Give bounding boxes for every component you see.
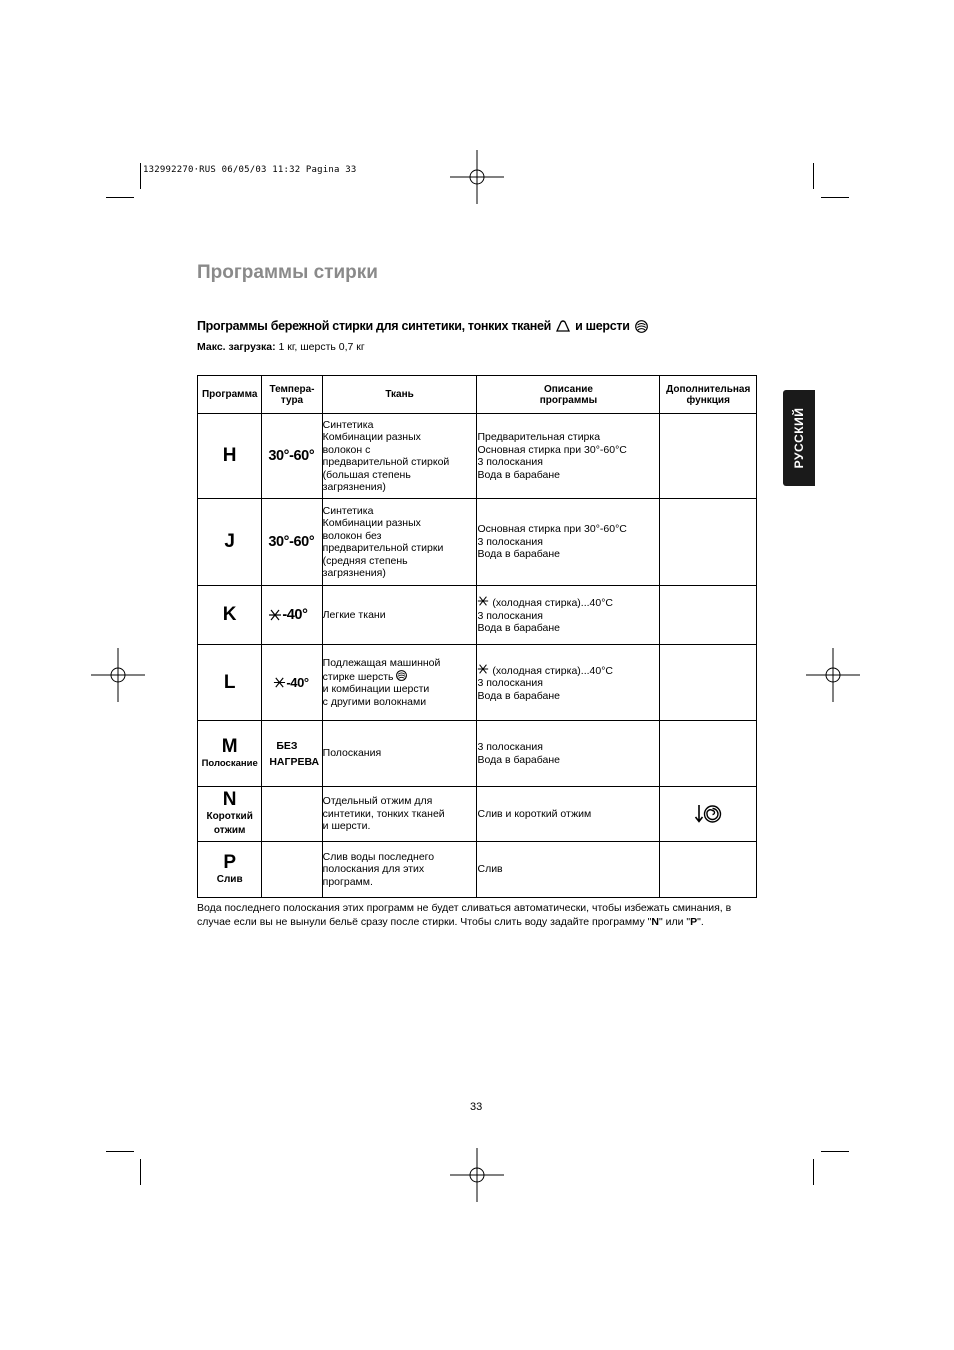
description-line: Слив: [477, 863, 503, 876]
table-header-row: [198, 376, 757, 414]
footnote-program-p: P: [690, 915, 698, 928]
description-line: Вода в барабане: [477, 689, 561, 702]
table-row: [198, 586, 757, 645]
program-subtitle: отжим: [213, 825, 246, 836]
description-cell: [477, 721, 660, 787]
program-letter: H: [222, 445, 237, 466]
fabric-cell: [322, 586, 477, 645]
description-line: 3 полоскания: [477, 609, 543, 622]
fabric-line: с другими волокнами: [322, 695, 427, 708]
table-row: [198, 787, 757, 842]
fabric-line: (средняя степень: [322, 554, 408, 567]
description-cell: [477, 586, 660, 645]
table-row: [198, 645, 757, 721]
temperature-cell: [262, 645, 322, 721]
fabric-line: волокон с: [322, 443, 371, 456]
crop-mark: [106, 1151, 134, 1152]
print-slug: 132992270·RUS 06/05/03 11:32 Pagina 33: [143, 165, 357, 175]
cold-wash-icon: [477, 595, 489, 607]
program-letter: P: [223, 851, 237, 873]
program-letter: L: [223, 671, 236, 693]
fabric-line: Легкие ткани: [322, 608, 386, 621]
extra-function-cell: [660, 499, 757, 586]
program-cell: [198, 787, 262, 842]
fabric-line: и шерсти.: [322, 820, 371, 833]
registration-mark-icon: [806, 648, 860, 702]
crop-mark: [140, 1159, 141, 1185]
crop-mark: [106, 197, 134, 198]
description-text: (холодная стирка)...40°С: [489, 597, 613, 610]
table-row: [198, 842, 757, 898]
temperature-word: НАГРЕВА: [269, 755, 320, 768]
header-fabric-label: Ткань: [385, 389, 414, 400]
description-cell: [477, 414, 660, 499]
fabric-line: Комбинации разных: [322, 431, 421, 443]
description-line: Слив и короткий отжим: [477, 807, 592, 820]
description-line: Предварительная стирка: [477, 431, 601, 443]
temperature-value: [262, 607, 321, 623]
cold-wash-icon: [273, 676, 286, 689]
fabric-line: Синтетика: [322, 504, 374, 517]
section-subtitle: [197, 319, 648, 333]
temperature-cell: [262, 414, 322, 499]
fabric-line: загрязнения): [322, 481, 386, 493]
description-cell: [477, 645, 660, 721]
description-line: Основная стирка при 30°-60°С: [477, 443, 627, 456]
description-line: 3 полоскания: [477, 535, 543, 548]
fabric-line: и комбинации шерсти: [322, 683, 430, 695]
temperature-cell: [262, 842, 322, 898]
program-cell: [198, 414, 262, 499]
temperature-cell: [262, 721, 322, 787]
fabric-line: Синтетика: [322, 418, 374, 431]
fabric-cell: [322, 414, 477, 499]
extra-function-cell: [660, 645, 757, 721]
footnote: [197, 902, 757, 929]
fabric-cell: [322, 645, 477, 721]
fabric-line: предварительной стирки: [322, 542, 444, 554]
language-tab: [783, 390, 815, 486]
header-desc-line1: Описание: [543, 383, 593, 395]
description-line: Вода в барабане: [477, 468, 561, 481]
description-line: 3 полоскания: [477, 741, 543, 753]
extra-function-cell: [660, 842, 757, 898]
fabric-line: Комбинации разных: [322, 517, 421, 529]
footnote-text: " или ": [658, 915, 691, 928]
description-line: Вода в барабане: [477, 548, 561, 561]
fabric-line: полоскания для этих: [322, 863, 425, 876]
program-cell: [198, 721, 262, 787]
max-load-value: 1 кг, шерсть 0,7 кг: [275, 341, 365, 353]
temperature-cell: [262, 787, 322, 842]
cold-wash-icon: [268, 608, 282, 622]
fabric-cell: [322, 499, 477, 586]
header-program-label: Программа: [201, 389, 258, 400]
header-temp-line2: тура: [280, 394, 304, 406]
crop-mark: [813, 163, 814, 189]
fabric-line: Слив воды последнего: [322, 850, 435, 863]
subtitle-text: Программы бережной стирки для синтетики, тонких тканей: [197, 319, 552, 333]
delicate-fabric-icon: [556, 320, 570, 332]
fabric-line: [323, 670, 477, 684]
header-fabric: [322, 376, 477, 414]
extra-function-cell: [660, 787, 757, 842]
description-text: (холодная стирка)...40°С: [489, 664, 613, 677]
registration-mark-icon: [450, 1148, 504, 1202]
program-letter: N: [222, 789, 237, 810]
temperature-value: 30°-60°: [268, 534, 315, 550]
temperature-value: 30°-60°: [268, 448, 315, 464]
fabric-text: стирке шерсть: [322, 670, 394, 683]
page-title: Программы стирки: [197, 262, 378, 283]
temperature-words: [262, 738, 321, 770]
fabric-line: (большая степень: [322, 468, 411, 481]
description-cell: [477, 499, 660, 586]
description-line: 3 полоскания: [477, 677, 543, 690]
extra-function-cell: [660, 721, 757, 787]
description-line: [477, 663, 659, 678]
fabric-line: предварительной стиркой: [322, 456, 450, 468]
programs-table: [197, 375, 757, 898]
crop-mark: [140, 163, 141, 189]
program-subtitle: Слив: [216, 873, 243, 885]
temperature-value: [262, 675, 321, 690]
temperature-cell: [262, 586, 322, 645]
wool-icon: [396, 670, 407, 681]
fabric-line: волокон без: [322, 529, 382, 542]
fabric-cell: [322, 787, 477, 842]
footnote-text: Вода последнего полоскания этих программ не будет сливаться автоматически, чтобы избежать сминания, в случае если вы не вынули бельё сразу после стирки. Чтобы слить воду задайте программу ": [197, 902, 732, 928]
temperature-text: -40°: [286, 675, 309, 690]
program-letter: K: [222, 604, 237, 625]
program-cell: [198, 499, 262, 586]
fabric-cell: [322, 842, 477, 898]
fabric-line: Отдельный отжим для: [322, 795, 433, 808]
wool-icon: [635, 320, 648, 333]
program-cell: [198, 645, 262, 721]
header-temp-line1: Темпера-: [269, 383, 315, 395]
extra-function-cell: [660, 414, 757, 499]
table-row: [198, 721, 757, 787]
fabric-cell: [322, 721, 477, 787]
registration-mark-icon: [450, 150, 504, 204]
header-extra-line2: функция: [686, 394, 730, 406]
extra-function-cell: [660, 586, 757, 645]
description-line: Основная стирка при 30°-60°С: [477, 523, 627, 536]
language-tab-label: РУССКИЙ: [792, 407, 806, 469]
description-line: Вода в барабане: [477, 753, 561, 766]
crop-mark: [821, 1151, 849, 1152]
header-temperature: [262, 376, 322, 414]
header-program: [198, 376, 262, 414]
temperature-word: БЕЗ: [276, 739, 298, 752]
fabric-line: Подлежащая машинной: [322, 657, 441, 669]
program-cell: [198, 586, 262, 645]
table-row: [198, 414, 757, 499]
header-description: [477, 376, 660, 414]
subtitle-text-and: и шерсти: [575, 319, 630, 333]
temperature-text: -40°: [282, 607, 308, 623]
description-cell: [477, 787, 660, 842]
page-number: 33: [470, 1101, 483, 1113]
program-subtitle: Короткий: [206, 811, 253, 822]
drain-spin-icon: [694, 803, 722, 825]
fabric-line: синтетики, тонких тканей: [322, 807, 445, 820]
extra-function-icon-wrap: [660, 803, 756, 825]
table-row: [198, 499, 757, 586]
footnote-text: ".: [697, 915, 704, 928]
temperature-cell: [262, 499, 322, 586]
header-desc-line2: программы: [539, 394, 598, 406]
max-load-line: [197, 341, 365, 353]
max-load-label: Макс. загрузка:: [197, 341, 276, 353]
fabric-line: Полоскания: [322, 747, 382, 760]
header-extra-line1: Дополнительная: [666, 383, 751, 395]
registration-mark-icon: [91, 648, 145, 702]
description-cell: [477, 842, 660, 898]
program-cell: [198, 842, 262, 898]
program-letter: M: [221, 735, 238, 757]
description-line: Вода в барабане: [477, 622, 561, 635]
header-extra-function: [660, 376, 757, 414]
cold-wash-icon: [477, 663, 489, 675]
crop-mark: [821, 197, 849, 198]
program-subtitle: Полоскание: [201, 757, 258, 769]
footnote-program-n: N: [651, 915, 659, 928]
crop-mark: [813, 1159, 814, 1185]
description-line: [477, 595, 659, 610]
fabric-line: программ.: [322, 875, 373, 888]
description-line: 3 полоскания: [477, 456, 543, 468]
program-letter: J: [224, 531, 235, 552]
fabric-line: загрязнения): [322, 567, 386, 579]
